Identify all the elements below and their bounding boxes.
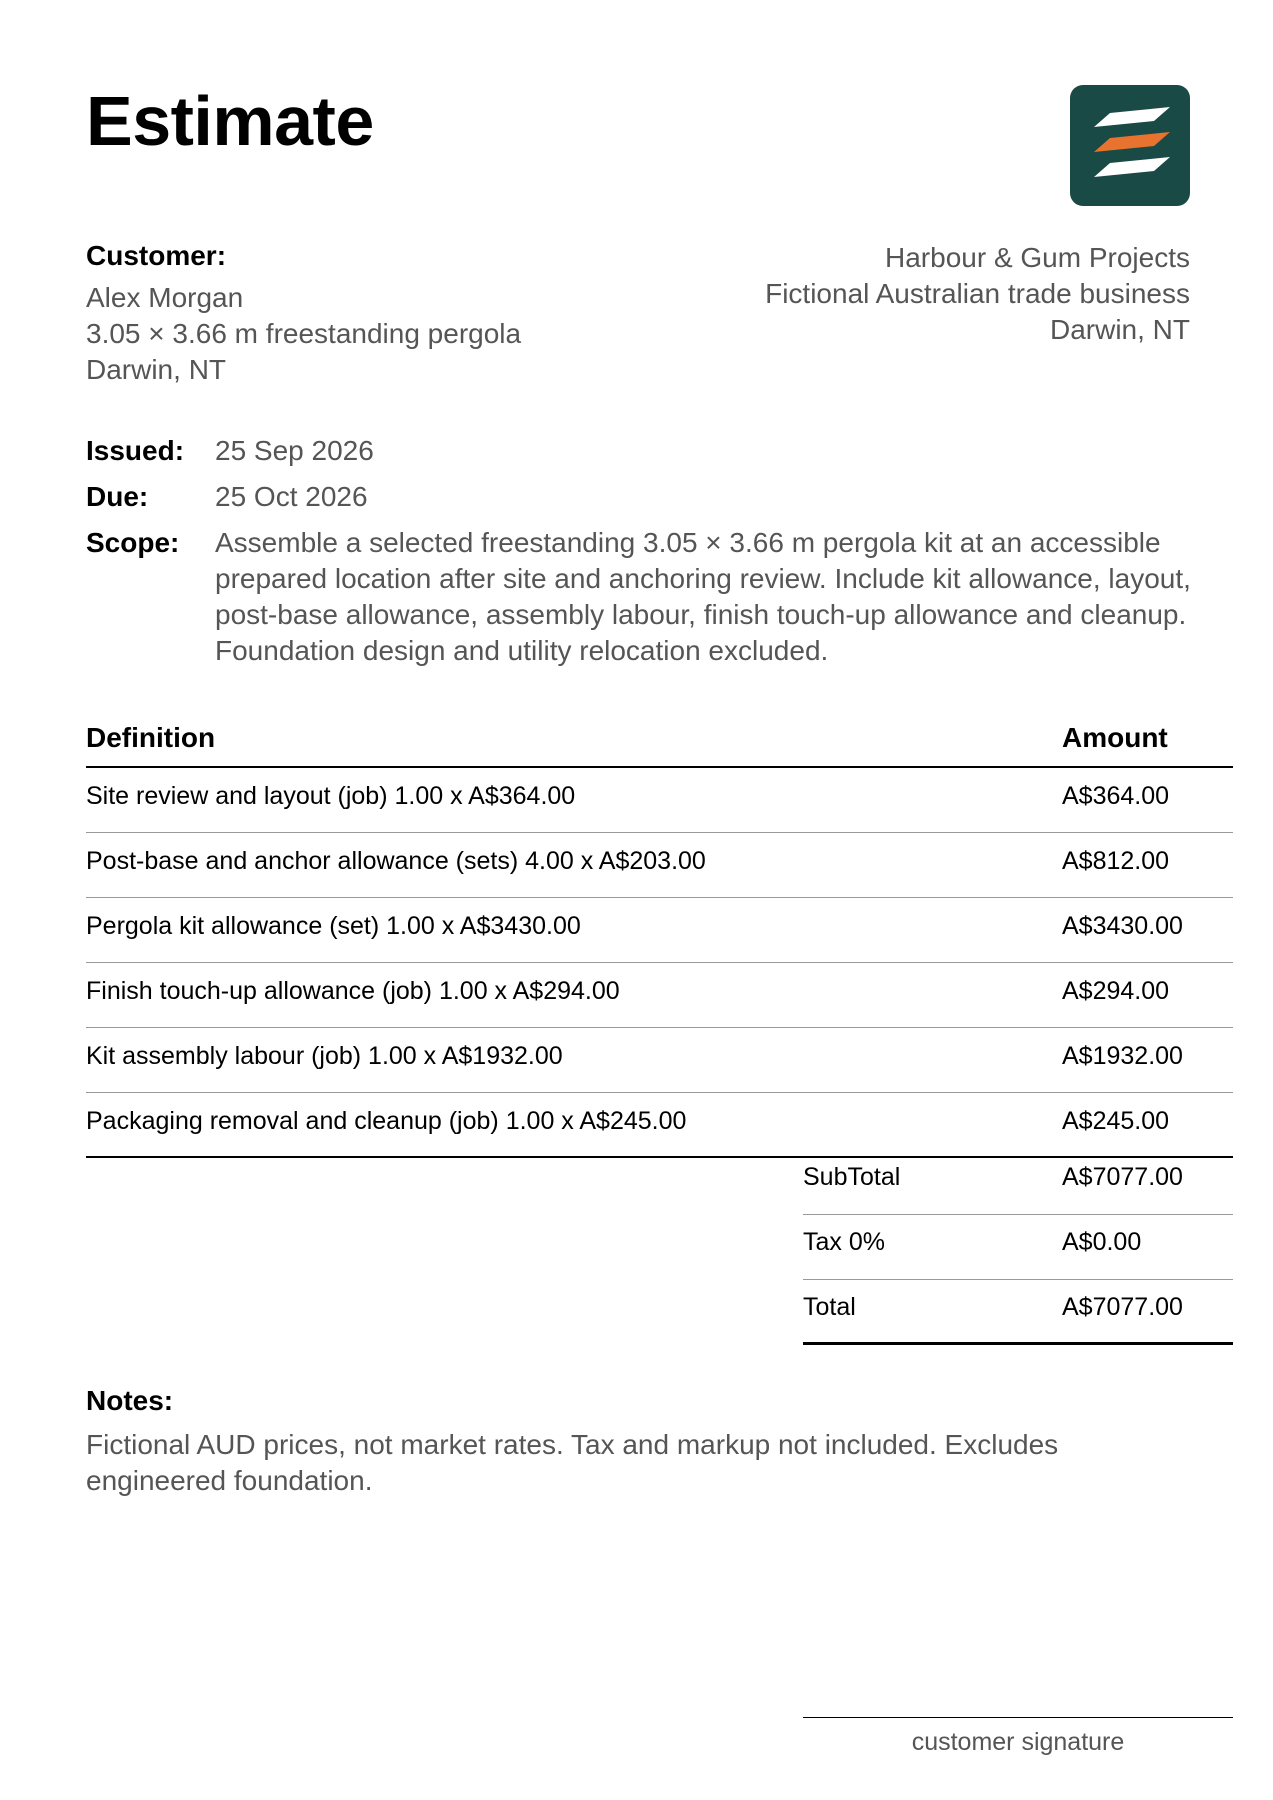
tax-value: A$0.00	[1062, 1228, 1142, 1256]
due-date: 25 Oct 2026	[215, 481, 368, 512]
company-location: Darwin, NT	[1049, 314, 1190, 345]
due-row	[86, 479, 1236, 515]
scope-text: Assemble a selected freestanding 3.05 × 3.66 m pergola kit at an accessible prepared location after site and anchoring review. Include kit allowance, layout, post-base allowance, assembly labour, finish touch-up allowance and cleanup. Foundation design and utility relocation excluded.	[215, 527, 1191, 666]
notes-block	[86, 1385, 1206, 1499]
row-amount: A$245.00	[1062, 1107, 1170, 1135]
subtotal-value: A$7077.00	[1062, 1163, 1183, 1191]
row-definition: Post-base and anchor allowance (sets) 4.00 x A$203.00	[86, 847, 706, 875]
amount-header: Amount	[1062, 722, 1168, 753]
company-block	[765, 240, 1190, 348]
issued-date: 25 Sep 2026	[215, 435, 374, 466]
notes-label: Notes:	[86, 1385, 174, 1416]
customer-name: Alex Morgan	[86, 282, 244, 313]
stacked-planks-logo-icon	[1070, 85, 1190, 206]
row-amount: A$294.00	[1062, 977, 1170, 1005]
subtotal-row	[803, 1150, 1233, 1215]
table-row	[86, 898, 1233, 963]
company-name: Harbour & Gum Projects	[885, 242, 1190, 273]
row-definition: Packaging removal and cleanup (job) 1.00 x A$245.00	[86, 1107, 687, 1135]
issued-row	[86, 433, 1236, 469]
customer-location: Darwin, NT	[86, 354, 227, 385]
due-label: Due:	[86, 481, 149, 512]
row-amount: A$812.00	[1062, 847, 1170, 875]
row-amount: A$1932.00	[1062, 1042, 1183, 1070]
scope-row	[86, 525, 1236, 669]
row-amount: A$364.00	[1062, 782, 1170, 810]
tax-row	[803, 1215, 1233, 1280]
table-row	[86, 833, 1233, 898]
table-row	[86, 1028, 1233, 1093]
row-definition: Site review and layout (job) 1.00 x A$364.00	[86, 782, 576, 810]
customer-project: 3.05 × 3.66 m freestanding pergola	[86, 318, 522, 349]
subtotal-label: SubTotal	[803, 1163, 901, 1191]
company-logo	[1070, 85, 1190, 206]
row-amount: A$3430.00	[1062, 912, 1183, 940]
total-value: A$7077.00	[1062, 1293, 1183, 1321]
document-title: Estimate	[86, 82, 374, 160]
estimate-meta	[86, 433, 1236, 679]
company-description: Fictional Australian trade business	[765, 278, 1190, 309]
definition-header: Definition	[86, 722, 216, 753]
total-label: Total	[803, 1293, 856, 1321]
customer-label: Customer:	[86, 240, 227, 271]
customer-block	[86, 240, 521, 388]
total-row	[803, 1280, 1233, 1345]
totals-block	[803, 1150, 1233, 1345]
row-definition: Pergola kit allowance (set) 1.00 x A$3430.00	[86, 912, 581, 940]
line-items-table	[86, 722, 1233, 1158]
customer-signature-line[interactable]: customer signature	[803, 1717, 1233, 1757]
scope-label: Scope:	[86, 527, 180, 558]
row-definition: Finish touch-up allowance (job) 1.00 x A$294.00	[86, 977, 620, 1005]
table-row	[86, 1093, 1233, 1158]
issued-label: Issued:	[86, 435, 185, 466]
table-row	[86, 963, 1233, 1028]
table-header	[86, 722, 1233, 768]
tax-label: Tax 0%	[803, 1228, 885, 1256]
table-row	[86, 768, 1233, 833]
notes-text: Fictional AUD prices, not market rates. Tax and markup not included. Excludes engineered foundation.	[86, 1429, 1059, 1496]
row-definition: Kit assembly labour (job) 1.00 x A$1932.00	[86, 1042, 563, 1070]
